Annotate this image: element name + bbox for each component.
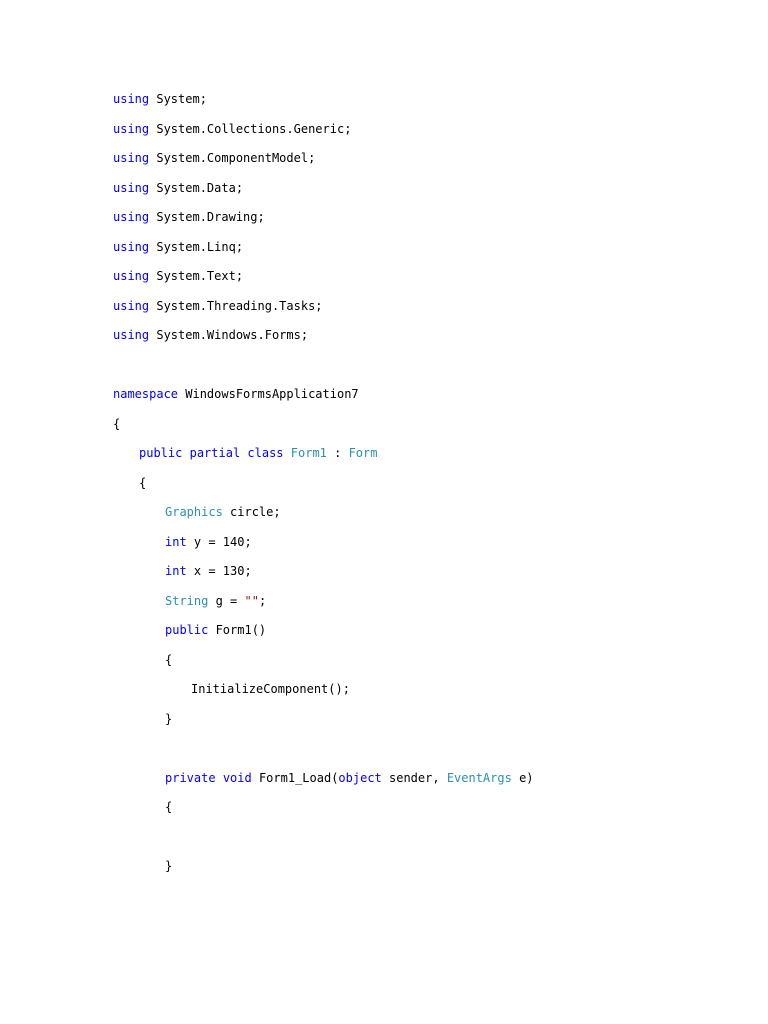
code-token: { <box>165 800 173 814</box>
code-line <box>113 120 534 150</box>
code-token: private <box>165 770 216 785</box>
code-token: using <box>113 151 150 165</box>
code-line <box>113 739 534 769</box>
code-line <box>113 208 534 238</box>
code-block <box>113 90 534 887</box>
code-token: System.Collections.Generic; <box>149 121 352 136</box>
code-token: class <box>247 446 284 460</box>
code-line <box>113 179 534 209</box>
code-token <box>182 446 189 460</box>
code-token: Form <box>348 446 378 460</box>
code-token: void <box>222 770 252 785</box>
code-token: System.Drawing; <box>149 210 265 224</box>
code-line <box>113 90 534 120</box>
code-token: g = <box>208 593 245 608</box>
code-token: using <box>113 328 150 342</box>
code-token: public <box>139 446 183 460</box>
code-token: WindowsFormsApplication7 <box>178 387 359 401</box>
code-token: System.Text; <box>149 269 244 283</box>
code-token: ; <box>258 593 267 608</box>
code-token: System.Windows.Forms; <box>149 328 309 342</box>
code-token: using <box>113 121 150 136</box>
code-line <box>113 149 534 179</box>
code-token: "" <box>244 593 259 608</box>
code-token: } <box>165 859 173 873</box>
code-line <box>113 385 534 415</box>
code-token: using <box>113 239 150 254</box>
code-token: System.Threading.Tasks; <box>149 298 323 313</box>
code-token: int <box>165 564 187 578</box>
code-token: using <box>113 269 150 283</box>
code-token: partial <box>189 446 241 460</box>
code-line <box>113 562 534 592</box>
code-line <box>113 798 534 828</box>
code-line <box>113 621 534 651</box>
code-token: object <box>338 770 382 785</box>
code-token: Form1_Load( <box>251 770 339 785</box>
code-token: circle; <box>222 505 281 519</box>
code-line <box>113 651 534 681</box>
code-token: String <box>165 593 209 608</box>
code-token: int <box>165 534 187 549</box>
code-line <box>113 503 534 533</box>
code-token: sender, <box>381 770 447 785</box>
code-token: using <box>113 180 150 195</box>
code-line <box>113 297 534 327</box>
code-line <box>113 857 534 887</box>
code-token: : <box>326 446 349 460</box>
code-token: y = 140; <box>186 534 252 549</box>
code-token <box>216 771 223 785</box>
code-token: using <box>113 298 150 313</box>
code-line <box>113 828 534 858</box>
code-token: { <box>165 652 173 667</box>
code-token: } <box>165 711 173 726</box>
code-token: Graphics <box>165 505 223 519</box>
code-token: Form1 <box>290 446 327 460</box>
code-token: x = 130; <box>186 564 252 578</box>
code-line <box>113 238 534 268</box>
code-token: { <box>113 416 121 431</box>
code-token: using <box>113 210 150 224</box>
code-token: { <box>139 475 147 490</box>
code-token: InitializeComponent(); <box>191 682 350 696</box>
code-line <box>113 444 534 474</box>
code-line <box>113 474 534 504</box>
code-line <box>113 533 534 563</box>
code-token: namespace <box>113 387 179 401</box>
code-line <box>113 592 534 622</box>
code-token: Form1() <box>208 623 267 637</box>
code-line <box>113 769 534 799</box>
code-token <box>284 446 291 460</box>
code-line <box>113 415 534 445</box>
code-line <box>113 680 534 710</box>
code-token: System.Linq; <box>149 239 244 254</box>
code-token: System.ComponentModel; <box>149 151 316 165</box>
code-token: System; <box>149 92 207 106</box>
code-token: EventArgs <box>446 770 512 785</box>
code-line <box>113 356 534 386</box>
code-line <box>113 326 534 356</box>
code-token: using <box>113 92 150 106</box>
code-line <box>113 267 534 297</box>
code-line <box>113 710 534 740</box>
code-token: e) <box>511 770 534 785</box>
code-token: System.Data; <box>149 180 244 195</box>
code-token: public <box>165 623 209 637</box>
